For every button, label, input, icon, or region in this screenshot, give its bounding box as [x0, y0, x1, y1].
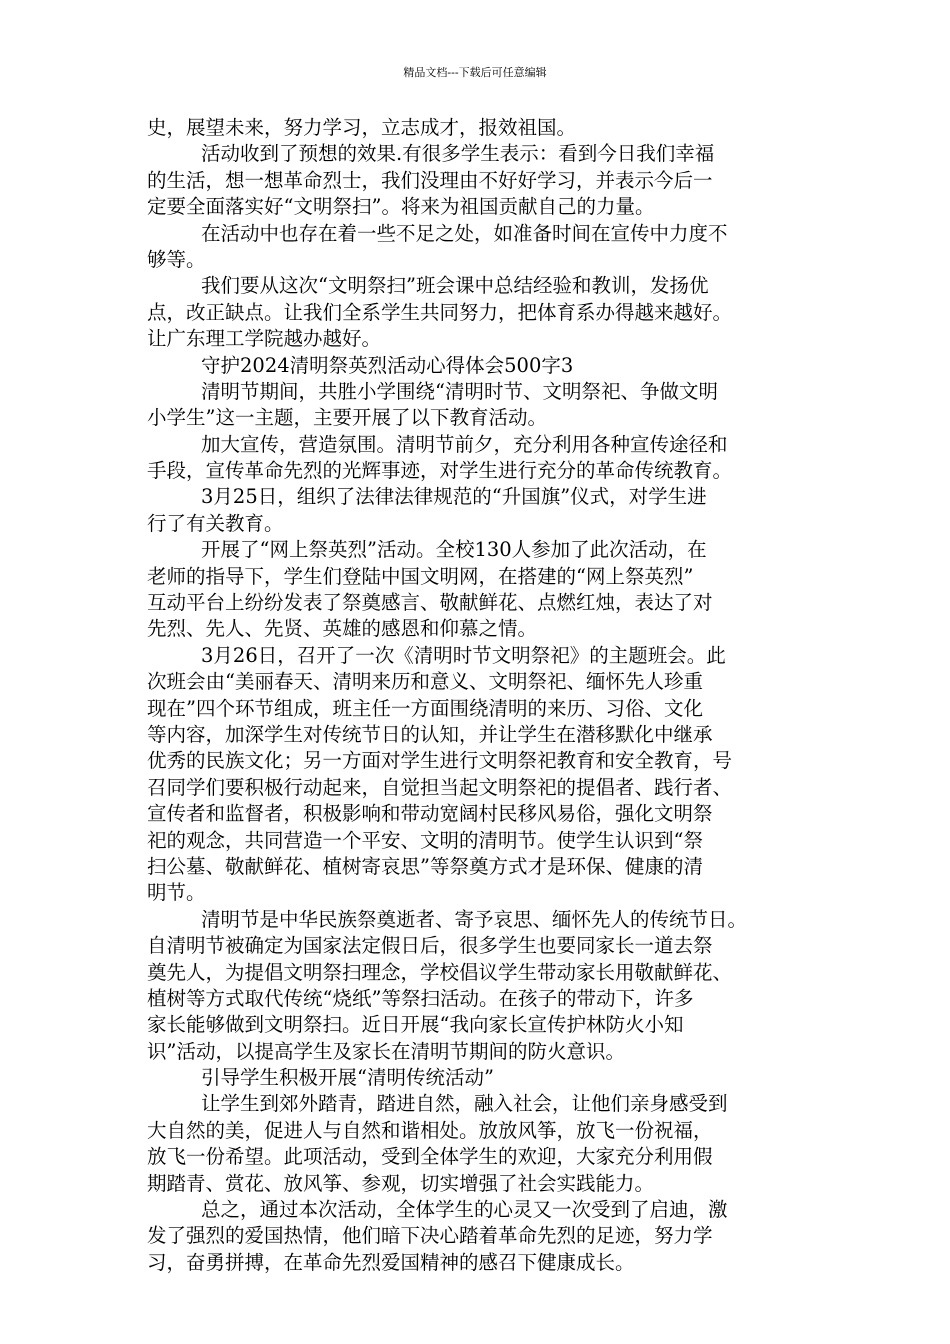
text-line: 行了有关教育。 — [147, 511, 284, 535]
text-line: 现在”四个环节组成，班主任一方面围绕清明的来历、习俗、文化 — [147, 696, 703, 720]
text-line: 互动平台上纷纷发表了祭奠感言、敬献鲜花、点燃红烛，表达了对 — [147, 591, 713, 615]
text-line: 够等。 — [147, 247, 206, 271]
text-line: 扫公墓、敬献鲜花、植树寄哀思”等祭奠方式才是环保、健康的清 — [147, 854, 703, 878]
text-line: 让学生到郊外踏青，踏进自然，融入社会，让他们亲身感受到 — [201, 1092, 728, 1116]
text-line: 清明节期间，共胜小学围绕“清明时节、文明祭祀、争做文明 — [201, 379, 718, 403]
text-line: 先烈、先人、先贤、英雄的感恩和仰慕之情。 — [147, 617, 538, 641]
text-line: 植树等方式取代传统“烧纸”等祭扫活动。在孩子的带动下，许多 — [147, 986, 694, 1010]
text-line: 引导学生积极开展“清明传统活动” — [201, 1066, 494, 1090]
text-line: 祀的观念，共同营造一个平安、文明的清明节。使学生认识到“祭 — [147, 828, 703, 852]
text-line: 3月25日，组织了法律法律规范的“升国旗”仪式，对学生进 — [201, 485, 707, 509]
text-line: 发了强烈的爱国热情，他们暗下决心踏着革命先烈的足迹，努力学 — [147, 1224, 713, 1248]
text-line: 加大宣传，营造氛围。清明节前夕，充分利用各种宣传途径和 — [201, 432, 728, 456]
text-line: 习，奋勇拼搏，在革命先烈爱国精神的感召下健康成长。 — [147, 1250, 635, 1274]
text-line: 让广东理工学院越办越好。 — [147, 327, 382, 351]
text-line: 点，改正缺点。让我们全系学生共同努力，把体育系办得越来越好。 — [147, 300, 733, 324]
text-line: 召同学们要积极行动起来，自觉担当起文明祭祀的提倡者、践行者、 — [147, 775, 733, 799]
text-line: 等内容，加深学生对传统节日的认知，并让学生在潜移默化中继承 — [147, 722, 713, 746]
text-line: 奠先人，为提倡文明祭扫理念，学校倡议学生带动家长用敬献鲜花、 — [147, 960, 733, 984]
text-line: 定要全面落实好“文明祭扫”。将来为祖国贡献自己的力量。 — [147, 195, 655, 219]
text-line: 放飞一份希望。此项活动，受到全体学生的欢迎，大家充分利用假 — [147, 1145, 713, 1169]
text-line: 小学生”这一主题，主要开展了以下教育活动。 — [147, 406, 547, 430]
text-line: 识”活动，以提高学生及家长在清明节期间的防火意识。 — [147, 1039, 625, 1063]
text-line: 3月26日，召开了一次《清明时节文明祭祀》的主题班会。此 — [201, 643, 726, 667]
text-line: 宣传者和监督者，积极影响和带动宽阔村民移风易俗，强化文明祭 — [147, 802, 713, 826]
text-line: 开展了“网上祭英烈”活动。全校130人参加了此次活动，在 — [201, 538, 707, 562]
text-line: 期踏青、赏花、放风筝、参观，切实增强了社会实践能力。 — [147, 1171, 655, 1195]
text-line: 总之，通过本次活动，全体学生的心灵又一次受到了启迪，激 — [201, 1198, 728, 1222]
text-line: 次班会由“美丽春天、清明来历和意义、文明祭祀、缅怀先人珍重 — [147, 670, 703, 694]
document-body — [147, 115, 815, 1276]
text-line: 在活动中也存在着一些不足之处，如准备时间在宣传中力度不 — [201, 221, 728, 245]
text-line: 老师的指导下，学生们登陆中国文明网，在搭建的“网上祭英烈” — [147, 564, 694, 588]
text-line: 我们要从这次“文明祭扫”班会课中总结经验和教训，发扬优 — [201, 274, 709, 298]
text-line: 史，展望未来，努力学习，立志成才，报效祖国。 — [147, 116, 577, 139]
text-line: 手段，宣传革命先烈的光辉事迹，对学生进行充分的革命传统教育。 — [147, 459, 733, 483]
text-line: 活动收到了预想的效果.有很多学生表示：看到今日我们幸福 — [201, 142, 715, 166]
text-line: 优秀的民族文化；另一方面对学生进行文明祭祀教育和安全教育，号 — [147, 749, 733, 773]
text-line: 家长能够做到文明祭扫。近日开展“我向家长宣传护林防火小知 — [147, 1013, 684, 1037]
text-line: 大自然的美，促进人与自然和谐相处。放放风筝，放飞一份祝福， — [147, 1118, 713, 1142]
text-line: 明节。 — [147, 881, 206, 905]
text-line: 守护2024清明祭英烈活动心得体会500字3 — [201, 353, 574, 377]
text-line: 自清明节被确定为国家法定假日后，很多学生也要同家长一道去祭 — [147, 934, 713, 958]
text-line: 清明节是中华民族祭奠逝者、寄予哀思、缅怀先人的传统节日。 — [201, 907, 748, 931]
text-line: 的生活，想一想革命烈士，我们没理由不好好学习，并表示今后一 — [147, 168, 713, 192]
page-header: 精品文档---下载后可任意编辑 — [403, 66, 547, 79]
